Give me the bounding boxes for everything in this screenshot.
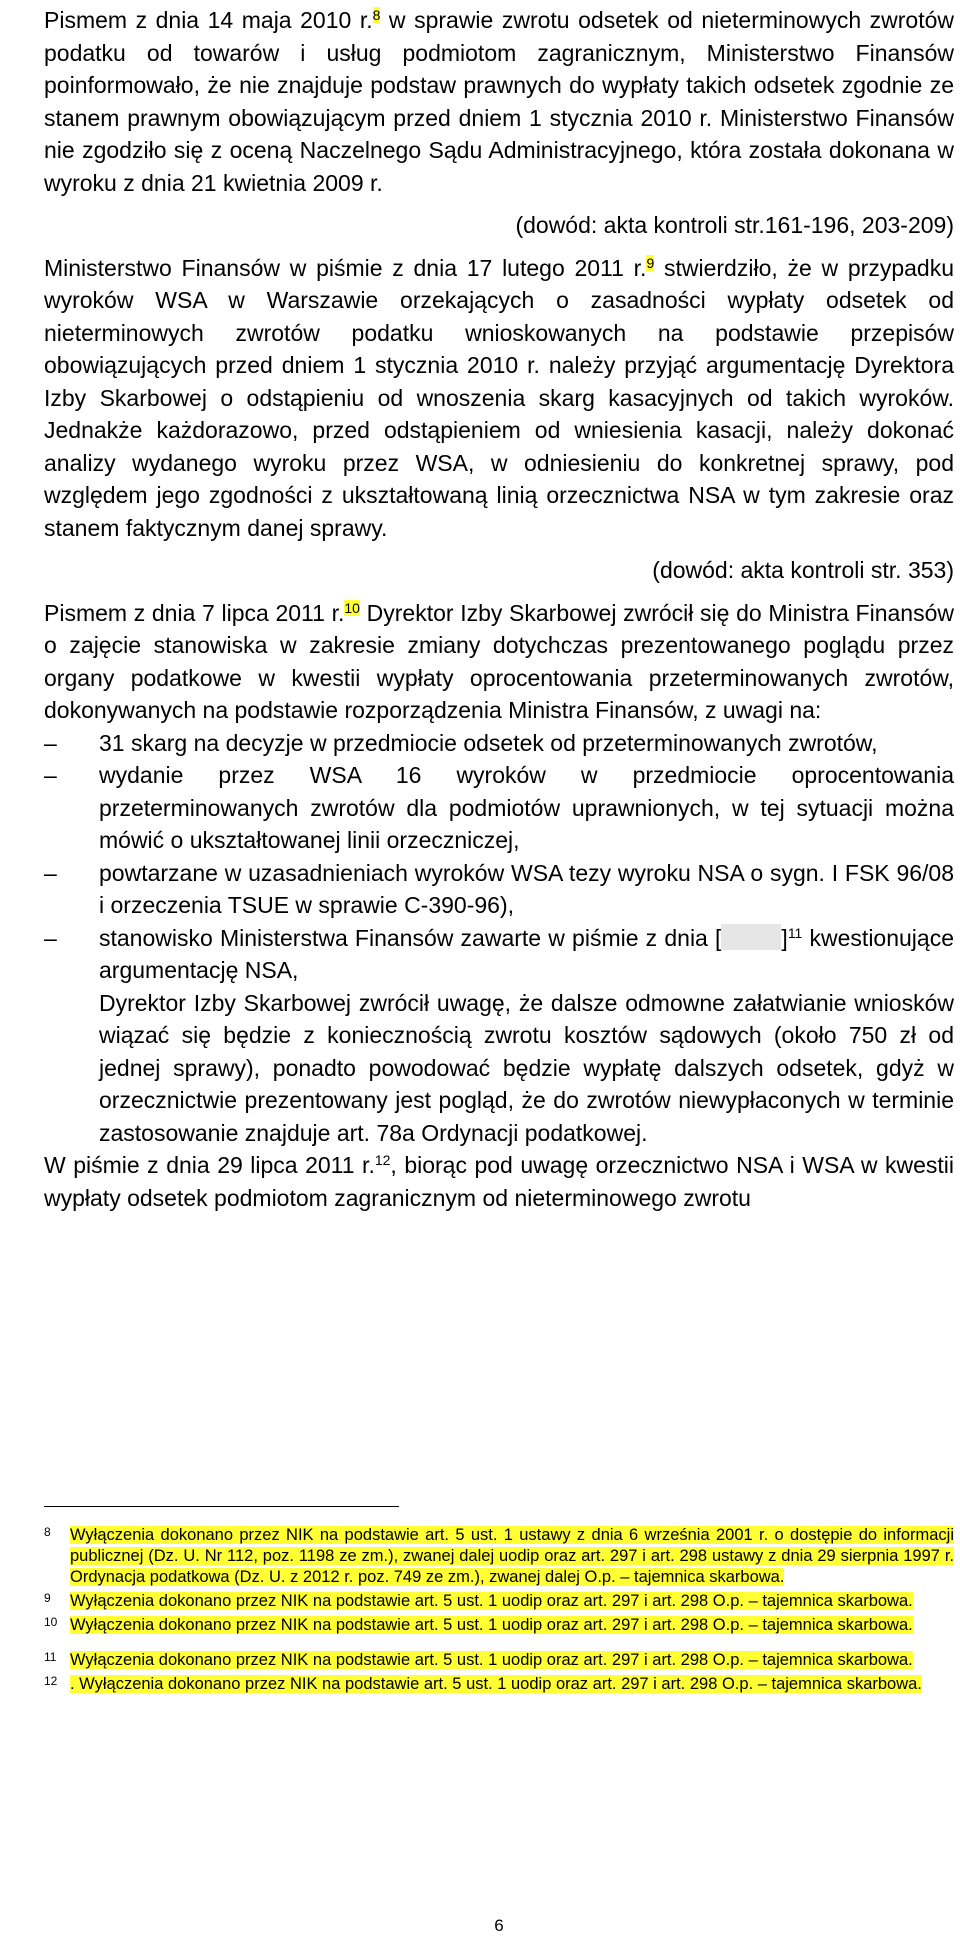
paragraph-director-remark: Dyrektor Izby Skarbowej zwrócił uwagę, że dalsze odmowne załatwianie wniosków wiązać się będzie z koniecznością zwrotu kosztów sądowych (około 750 zł od jednej sprawy), ponadto powodować będzie wypłatę dalszych odsetek, gdyż w orzecznictwie prezentowany jest pogląd, że do zwrotów niewypłaconych w terminie zastosowanie znajduje art. 78a Ordynacji podatkowej. [99, 989, 954, 1146]
page-number: 6 [494, 1916, 504, 1935]
footnote-10 [44, 1615, 954, 1636]
letter-date-text: W piśmie z dnia 29 lipca 2011 r. [44, 1152, 375, 1178]
letter-date-text: Ministerstwo Finansów w piśmie z dnia 17 lutego 2011 r. [44, 254, 647, 281]
footnote-number: 10 [44, 1615, 58, 1629]
footnote-text: . Wyłączenia dokonano przez NIK na podstawie art. 5 ust. 1 uodip oraz art. 297 i art. 298 O.p. – tajemnica skarbowa. [70, 1675, 922, 1693]
dash-bullet: – [44, 762, 57, 788]
footnote-text: Wyłączenia dokonano przez NIK na podstawie art. 5 ust. 1 uodip oraz art. 297 i art. 298 O.p. – tajemnica skarbowa. [70, 1616, 913, 1634]
reasons-list [44, 727, 954, 987]
paragraph-text: Dyrektor Izby Skarbowej zwrócił się do Ministra Finansów o zajęcie stanowiska w zakresie zmiany dotychczas prezentowanego poglądu przez organy podatkowe w kwestii wypłaty oprocentowania przeterminowanych zwrotów, dokonywanych na podstawie rozporządzenia Ministra Finansów, z uwagi na: [44, 599, 954, 723]
redaction-bracket-open: [ [715, 924, 722, 951]
footnote-text: Wyłączenia dokonano przez NIK na podstawie art. 5 ust. 1 ustawy z dnia 6 września 2001 r. o dostępie do informacji publicznej (Dz. U. Nr 112, poz. 1198 ze zm.), zwanej dalej uodip oraz art. 297 i art. 298 ustawy z dnia 29 sierpnia 1997 r. Ordynacja podatkowa (Dz. U. z 2012 r. poz. 749 ze zm.), zwanej dalej O.p. – tajemnica skarbowa. [70, 1526, 954, 1586]
paragraph-text: w sprawie zwrotu odsetek od nieterminowych zwrotów podatku od towarów i usług podmiotom zagranicznym, Ministerstwo Finansów poinformowało, że nie znajduje podstaw prawnych do wypłaty takich odsetek zgodnie ze stanem prawnym obowiązującym przed dniem 1 stycznia 2010 r. Ministerstwo Finansów nie zgodziło się z oceną Naczelnego Sądu Administracyjnego, która została dokonana w wyroku z dnia 21 kwietnia 2009 r. [44, 7, 954, 196]
document-page [44, 4, 955, 1935]
list-item [44, 759, 954, 857]
redaction-bracket-close: ] [781, 924, 788, 951]
paragraph-director-letter [44, 597, 954, 727]
list-item-text: powtarzane w uzasadnieniach wyroków WSA tezy wyroku NSA o sygn. I FSK 96/08 i orzeczenia TSUE w sprawie C-390-96), [99, 859, 954, 918]
list-item-text: stanowisko Ministerstwa Finansów zawarte w piśmie z dnia [99, 924, 716, 951]
footnote-12 [44, 1674, 954, 1695]
evidence-citation-2: (dowód: akta kontroli str. 353) [652, 557, 954, 583]
paragraph-ministry-letter-2010 [44, 4, 954, 199]
dash-bullet: – [44, 924, 57, 951]
dash-bullet: – [44, 859, 57, 886]
footnote-separator [44, 1506, 399, 1507]
letter-date-text: Pismem z dnia 7 lipca 2011 r. [44, 599, 345, 626]
footnote-ref-8[interactable]: 8 [372, 7, 381, 23]
list-item [44, 922, 954, 987]
footnote-number: 8 [44, 1525, 51, 1539]
letter-date-text: Pismem z dnia 14 maja 2010 r. [44, 7, 373, 33]
paragraph-letter-july-2011 [44, 1149, 954, 1214]
footnote-ref-11[interactable]: 11 [787, 924, 803, 941]
footnote-11 [44, 1650, 954, 1671]
redacted-date [721, 924, 781, 950]
paragraph-text: , biorąc pod uwagę orzecznictwo NSA i WSA w kwestii wypłaty odsetek podmiotom zagranicznym od nieterminowego zwrotu [44, 1152, 954, 1211]
list-item-text: 31 skarg na decyzje w przedmiocie odsetek od przeterminowanych zwrotów, [99, 729, 878, 756]
footnote-ref-10[interactable]: 10 [344, 599, 360, 616]
footnote-text: Wyłączenia dokonano przez NIK na podstawie art. 5 ust. 1 uodip oraz art. 297 i art. 298 O.p. – tajemnica skarbowa. [70, 1651, 913, 1669]
dash-bullet: – [44, 729, 57, 756]
list-item [44, 727, 954, 760]
paragraph-text: stwierdziło, że w przypadku wyroków WSA w Warszawie orzekających o zasadności wypłaty odsetek od nieterminowych zwrotów podatku wnioskowanych na podstawie przepisów obowiązujących przed dniem 1 stycznia 2010 r. należy przyjąć argumentację Dyrektora Izby Skarbowej o odstąpieniu od wnoszenia skarg kasacyjnych od takich wyroków. Jednakże każdorazowo, przed odstąpieniem od wniesienia kasacji, należy dokonać analizy wydanego wyroku przez WSA, w odniesieniu do konkretnej sprawy, pod względem jego zgodności z ukształtowaną linią orzecznictwa NSA w tym zakresie oraz stanem faktycznym danej sprawy. [44, 254, 954, 541]
list-item-text: wydanie przez WSA 16 wyroków w przedmiocie oprocentowania przeterminowanych zwrotów dla podmiotów uprawnionych, w tej sytuacji można mówić o ukształtowanej linii orzeczniczej, [99, 762, 954, 853]
footnote-number: 11 [44, 1650, 57, 1664]
list-item-text: kwestionujące argumentację NSA, [99, 924, 955, 983]
footnote-number: 12 [44, 1674, 58, 1688]
footnote-ref-9[interactable]: 9 [646, 254, 655, 271]
footnote-text: Wyłączenia dokonano przez NIK na podstawie art. 5 ust. 1 uodip oraz art. 297 i art. 298 O.p. – tajemnica skarbowa. [70, 1592, 913, 1610]
list-item [44, 857, 954, 922]
footnote-9 [44, 1591, 954, 1612]
evidence-citation-1: (dowód: akta kontroli str.161-196, 203-209) [515, 212, 954, 238]
footnotes-section [44, 1506, 954, 1698]
paragraph-ministry-letter-2011 [44, 252, 954, 545]
footnote-ref-12[interactable]: 12 [374, 1152, 391, 1168]
footnote-8 [44, 1525, 954, 1588]
footnote-number: 9 [44, 1591, 51, 1605]
